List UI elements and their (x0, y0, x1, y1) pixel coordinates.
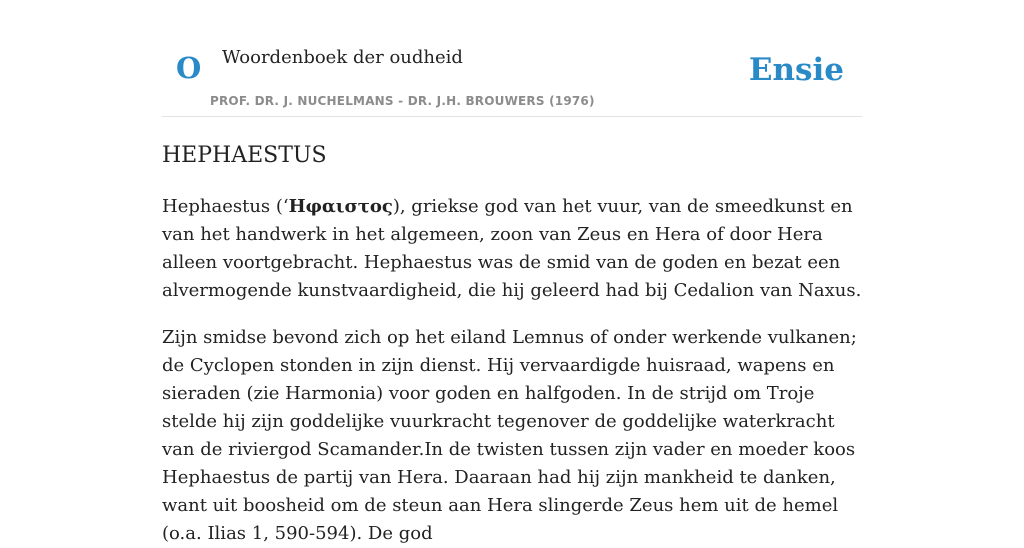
entry-title: HEPHAESTUS (162, 143, 327, 168)
brand-logo[interactable]: Ensie (748, 52, 844, 88)
letter-badge[interactable]: O (176, 51, 202, 85)
page (162, 0, 862, 548)
header (162, 0, 862, 117)
paragraph-2: Zijn smidse bevond zich op het eiland Lemnus of onder werkende vulkanen; de Cyclopen stonden in zijn dienst. Hij vervaardigde huisraad, wapens en sieraden (zie Harmonia) voor goden en halfgoden. In de strijd om Troje stelde hij zijn goddelijke vuurkracht tegenover de goddelijke waterkracht van de riviergod Scamander.In de twisten tussen zijn vader en moeder koos Hephaestus de partij van Hera. Daaraan had hij zijn mankheid te danken, want uit boosheid om de steun aan Hera slingerde Zeus hem uit de hemel (o.a. Ilias 1, 590-594). De god (162, 327, 857, 544)
paragraph-1-intro: Hephaestus (‘ (162, 196, 289, 217)
greek-name: Ηφαιστος (288, 196, 393, 217)
book-authors: PROF. DR. J. NUCHELMANS - DR. J.H. BROUWERS (1976) (210, 94, 595, 108)
book-title[interactable]: Woordenboek der oudheid (222, 47, 463, 68)
paragraph-1 (162, 193, 862, 305)
paragraph-1-text: ), griekse god van het vuur, van de smeedkunst en van het handwerk in het algemeen, zoon van Zeus en Hera of door Hera alleen voortgebracht. Hephaestus was de smid van de goden en bezat een alvermogende kunstvaardigheid, die hij geleerd had bij Cedalion van Naxus. (162, 196, 862, 301)
